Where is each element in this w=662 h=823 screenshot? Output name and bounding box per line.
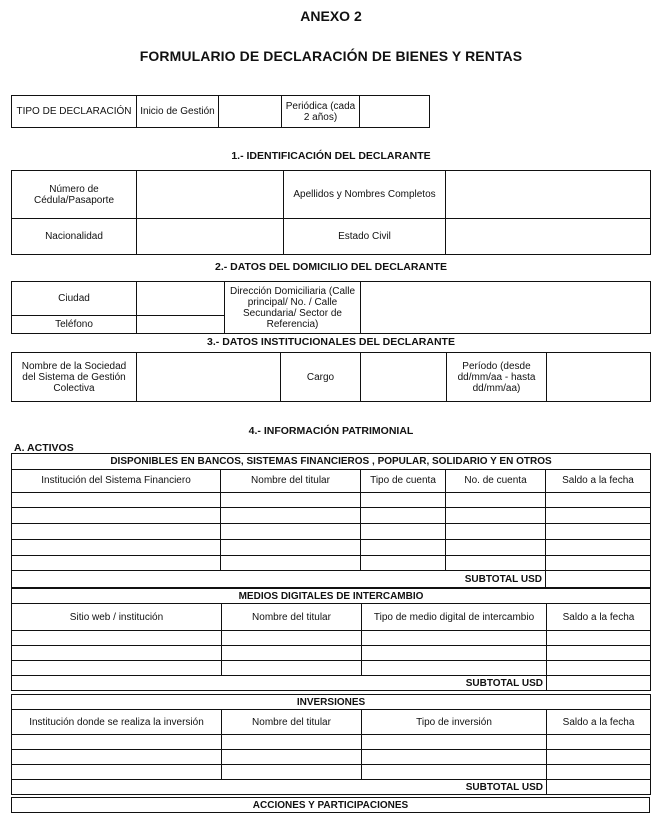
declaration-type-table (11, 95, 430, 128)
option-inicio-checkbox[interactable] (219, 96, 282, 128)
investments-table (11, 694, 651, 795)
position-label: Cargo (281, 353, 361, 402)
identification-table (11, 170, 651, 255)
civil-status-field[interactable] (446, 219, 651, 255)
table-row (12, 646, 651, 661)
investments-col-holder: Nombre del titular (222, 710, 362, 735)
section1-title: 1.- IDENTIFICACIÓN DEL DECLARANTE (231, 150, 431, 162)
period-field[interactable] (547, 353, 651, 402)
form-title: FORMULARIO DE DECLARACIÓN DE BIENES Y RENTAS (139, 48, 523, 64)
banks-col-holder: Nombre del titular (221, 469, 361, 492)
address-field[interactable] (361, 282, 651, 334)
period-label: Período (desde dd/mm/aa - hasta dd/mm/aa) (447, 353, 547, 402)
option-periodica-checkbox[interactable] (360, 96, 430, 128)
position-field[interactable] (361, 353, 447, 402)
nationality-label: Nacionalidad (12, 219, 137, 255)
assets-label: A. ACTIVOS (14, 442, 74, 454)
table-row (12, 555, 651, 571)
option-inicio-label: Inicio de Gestión (137, 96, 219, 128)
investments-col-type: Tipo de inversión (362, 710, 547, 735)
table-row (12, 508, 651, 524)
banks-col-account-type: Tipo de cuenta (361, 469, 446, 492)
table-row (12, 539, 651, 555)
institutional-table (11, 352, 651, 402)
id-number-label: Número de Cédula/Pasaporte (12, 171, 137, 219)
digital-subtotal-field[interactable] (547, 676, 651, 691)
digital-col-balance: Saldo a la fecha (547, 604, 651, 631)
investments-col-balance: Saldo a la fecha (547, 710, 651, 735)
digital-subtotal-label: SUBTOTAL USD (12, 676, 547, 691)
table-row (12, 492, 651, 508)
section4-title: 4.- INFORMACIÓN PATRIMONIAL (248, 425, 414, 437)
civil-status-label: Estado Civil (284, 219, 446, 255)
banks-subtotal-field[interactable] (546, 571, 651, 588)
society-label: Nombre de la Sociedad del Sistema de Gestión Colectiva (12, 353, 137, 402)
table-row (12, 524, 651, 540)
investments-col-institution: Institución donde se realiza la inversión (12, 710, 222, 735)
investments-title: INVERSIONES (12, 695, 651, 710)
investments-subtotal-field[interactable] (547, 780, 651, 795)
digital-col-type: Tipo de medio digital de intercambio (362, 604, 547, 631)
id-number-field[interactable] (137, 171, 284, 219)
nationality-field[interactable] (137, 219, 284, 255)
domicile-table (11, 281, 651, 334)
section2-title: 2.- DATOS DEL DOMICILIO DEL DECLARANTE (215, 261, 447, 273)
address-label: Dirección Domiciliaria (Calle principal/ No. / Calle Secundaria/ Sector de Referencia) (225, 282, 361, 334)
banks-title: DISPONIBLES EN BANCOS, SISTEMAS FINANCIEROS , POPULAR, SOLIDARIO Y EN OTROS (12, 454, 651, 470)
annex-title: ANEXO 2 (300, 8, 362, 24)
option-periodica-label: Periódica (cada 2 años) (282, 96, 360, 128)
phone-label: Teléfono (12, 316, 137, 334)
digital-title: MEDIOS DIGITALES DE INTERCAMBIO (12, 589, 651, 604)
table-row (12, 750, 651, 765)
banks-table (11, 453, 651, 588)
city-label: Ciudad (12, 282, 137, 316)
banks-col-account-number: No. de cuenta (446, 469, 546, 492)
banks-col-institution: Institución del Sistema Financiero (12, 469, 221, 492)
banks-col-balance: Saldo a la fecha (546, 469, 651, 492)
table-row (12, 631, 651, 646)
investments-subtotal-label: SUBTOTAL USD (12, 780, 547, 795)
shares-table (11, 797, 650, 813)
society-field[interactable] (137, 353, 281, 402)
full-name-label: Apellidos y Nombres Completos (284, 171, 446, 219)
digital-col-holder: Nombre del titular (222, 604, 362, 631)
banks-subtotal-label: SUBTOTAL USD (12, 571, 546, 588)
digital-col-site: Sitio web / institución (12, 604, 222, 631)
phone-field[interactable] (137, 316, 225, 334)
table-row (12, 765, 651, 780)
section3-title: 3.- DATOS INSTITUCIONALES DEL DECLARANTE (207, 336, 455, 348)
declaration-type-label: TIPO DE DECLARACIÓN (12, 96, 137, 128)
table-row (12, 661, 651, 676)
city-field[interactable] (137, 282, 225, 316)
digital-table (11, 588, 651, 691)
table-row (12, 735, 651, 750)
full-name-field[interactable] (446, 171, 651, 219)
shares-title: ACCIONES Y PARTICIPACIONES (12, 798, 650, 813)
